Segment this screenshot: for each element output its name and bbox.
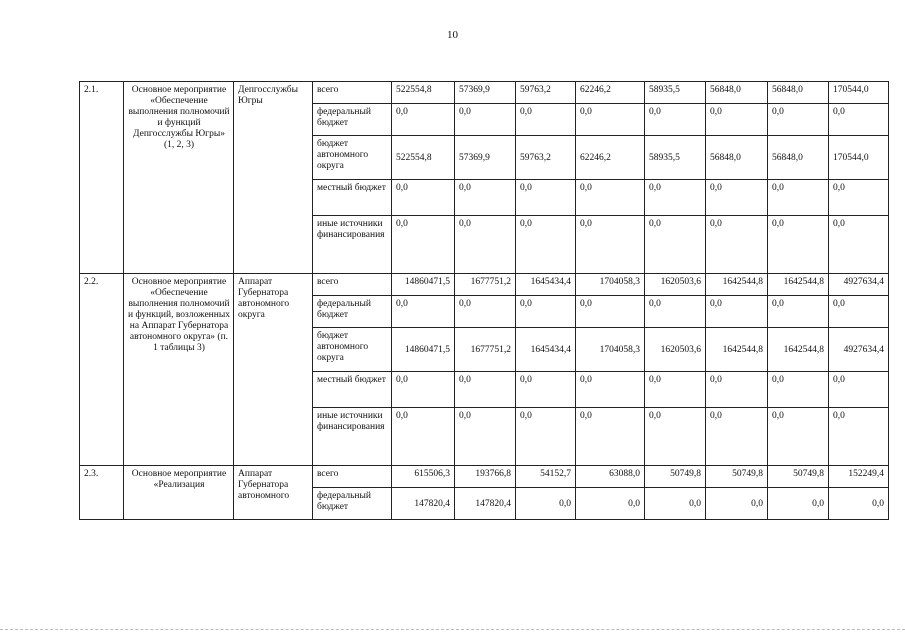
amount-cell: 0,0	[645, 488, 706, 520]
amount-cell: 1620503,6	[645, 328, 706, 372]
amount-cell: 0,0	[829, 296, 889, 328]
amount-cell: 0,0	[576, 372, 645, 408]
amount-cell: 14860471,5	[392, 274, 455, 296]
amount-cell: 1677751,2	[455, 328, 516, 372]
amount-cell: 193766,8	[455, 466, 516, 488]
amount-cell: 50749,8	[768, 466, 829, 488]
amount-cell: 56848,0	[768, 82, 829, 104]
funding-source: местный бюджет	[313, 180, 392, 216]
amount-cell: 0,0	[645, 408, 706, 466]
amount-cell: 0,0	[576, 296, 645, 328]
activity-name: Основное мероприятие «Реализация	[124, 466, 234, 520]
amount-cell: 0,0	[516, 372, 576, 408]
amount-cell: 0,0	[516, 104, 576, 136]
amount-cell: 0,0	[768, 216, 829, 274]
amount-cell: 0,0	[576, 180, 645, 216]
amount-cell: 0,0	[829, 408, 889, 466]
amount-cell: 50749,8	[706, 466, 768, 488]
funding-source: федеральный бюджет	[313, 104, 392, 136]
funding-source: всего	[313, 274, 392, 296]
funding-source: иные источники финансирования	[313, 408, 392, 466]
amount-cell: 1642544,8	[706, 274, 768, 296]
amount-cell: 0,0	[768, 488, 829, 520]
activity-name: Основное мероприятие «Обеспечение выполнения полномочий и функций, возложенных на Аппарат Губернатора автономного округа» (п. 1 таблицы 3)	[124, 274, 234, 466]
amount-cell: 615506,3	[392, 466, 455, 488]
table-row	[80, 274, 889, 296]
amount-cell: 1645434,4	[516, 274, 576, 296]
amount-cell: 63088,0	[576, 466, 645, 488]
amount-cell: 62246,2	[576, 136, 645, 180]
amount-cell: 170544,0	[829, 136, 889, 180]
amount-cell: 1642544,8	[768, 274, 829, 296]
amount-cell: 0,0	[645, 104, 706, 136]
responsible-executor: Аппарат Губернатора автономного округа	[234, 274, 313, 466]
amount-cell: 0,0	[768, 296, 829, 328]
amount-cell: 147820,4	[392, 488, 455, 520]
amount-cell: 0,0	[516, 216, 576, 274]
amount-cell: 4927634,4	[829, 274, 889, 296]
amount-cell: 0,0	[392, 216, 455, 274]
amount-cell: 0,0	[768, 372, 829, 408]
amount-cell: 1704058,3	[576, 328, 645, 372]
amount-cell: 56848,0	[768, 136, 829, 180]
amount-cell: 0,0	[516, 296, 576, 328]
item-number: 2.3.	[80, 466, 124, 520]
amount-cell: 1704058,3	[576, 274, 645, 296]
amount-cell: 0,0	[455, 104, 516, 136]
amount-cell: 522554,8	[392, 82, 455, 104]
funding-source: бюджет автономного округа	[313, 136, 392, 180]
amount-cell: 57369,9	[455, 82, 516, 104]
amount-cell: 0,0	[455, 296, 516, 328]
funding-source: всего	[313, 466, 392, 488]
amount-cell: 0,0	[829, 216, 889, 274]
amount-cell: 0,0	[829, 180, 889, 216]
amount-cell: 0,0	[392, 408, 455, 466]
amount-cell: 56848,0	[706, 136, 768, 180]
amount-cell: 0,0	[455, 216, 516, 274]
amount-cell: 0,0	[392, 180, 455, 216]
amount-cell: 59763,2	[516, 136, 576, 180]
amount-cell: 0,0	[645, 216, 706, 274]
amount-cell: 0,0	[516, 180, 576, 216]
table-row	[80, 466, 889, 488]
amount-cell: 0,0	[829, 488, 889, 520]
responsible-executor: Аппарат Губернатора автономного	[234, 466, 313, 520]
funding-source: всего	[313, 82, 392, 104]
amount-cell: 0,0	[455, 372, 516, 408]
scan-edge-line	[0, 629, 905, 630]
amount-cell: 0,0	[829, 372, 889, 408]
funding-source: иные источники финансирования	[313, 216, 392, 274]
amount-cell: 57369,9	[455, 136, 516, 180]
amount-cell: 0,0	[645, 372, 706, 408]
amount-cell: 50749,8	[645, 466, 706, 488]
amount-cell: 0,0	[768, 104, 829, 136]
amount-cell: 1642544,8	[768, 328, 829, 372]
amount-cell: 170544,0	[829, 82, 889, 104]
amount-cell: 0,0	[392, 296, 455, 328]
amount-cell: 0,0	[516, 488, 576, 520]
amount-cell: 0,0	[576, 216, 645, 274]
amount-cell: 58935,5	[645, 136, 706, 180]
financing-table	[79, 81, 889, 520]
funding-source: бюджет автономного округа	[313, 328, 392, 372]
amount-cell: 522554,8	[392, 136, 455, 180]
page-number: 10	[447, 29, 458, 41]
funding-source: местный бюджет	[313, 372, 392, 408]
amount-cell: 0,0	[706, 408, 768, 466]
amount-cell: 0,0	[706, 104, 768, 136]
amount-cell: 56848,0	[706, 82, 768, 104]
amount-cell: 0,0	[455, 180, 516, 216]
amount-cell: 0,0	[706, 372, 768, 408]
amount-cell: 147820,4	[455, 488, 516, 520]
item-number: 2.2.	[80, 274, 124, 466]
amount-cell: 0,0	[706, 488, 768, 520]
table-row	[80, 82, 889, 104]
item-number: 2.1.	[80, 82, 124, 274]
amount-cell: 4927634,4	[829, 328, 889, 372]
amount-cell: 1620503,6	[645, 274, 706, 296]
amount-cell: 0,0	[576, 104, 645, 136]
amount-cell: 62246,2	[576, 82, 645, 104]
amount-cell: 0,0	[706, 180, 768, 216]
funding-source: федеральный бюджет	[313, 296, 392, 328]
amount-cell: 152249,4	[829, 466, 889, 488]
amount-cell: 0,0	[392, 372, 455, 408]
amount-cell: 0,0	[455, 408, 516, 466]
funding-source: федеральный бюджет	[313, 488, 392, 520]
amount-cell: 1677751,2	[455, 274, 516, 296]
amount-cell: 0,0	[768, 408, 829, 466]
amount-cell: 0,0	[576, 488, 645, 520]
amount-cell: 14860471,5	[392, 328, 455, 372]
amount-cell: 54152,7	[516, 466, 576, 488]
amount-cell: 0,0	[576, 408, 645, 466]
amount-cell: 1645434,4	[516, 328, 576, 372]
amount-cell: 59763,2	[516, 82, 576, 104]
activity-name: Основное мероприятие «Обеспечение выполнения полномочий и функций Депгосслужбы Югры» (1, 2, 3)	[124, 82, 234, 274]
amount-cell: 1642544,8	[706, 328, 768, 372]
amount-cell: 0,0	[516, 408, 576, 466]
amount-cell: 0,0	[645, 296, 706, 328]
amount-cell: 0,0	[645, 180, 706, 216]
amount-cell: 58935,5	[645, 82, 706, 104]
amount-cell: 0,0	[829, 104, 889, 136]
amount-cell: 0,0	[392, 104, 455, 136]
amount-cell: 0,0	[706, 296, 768, 328]
amount-cell: 0,0	[768, 180, 829, 216]
amount-cell: 0,0	[706, 216, 768, 274]
responsible-executor: Депгосслужбы Югры	[234, 82, 313, 274]
